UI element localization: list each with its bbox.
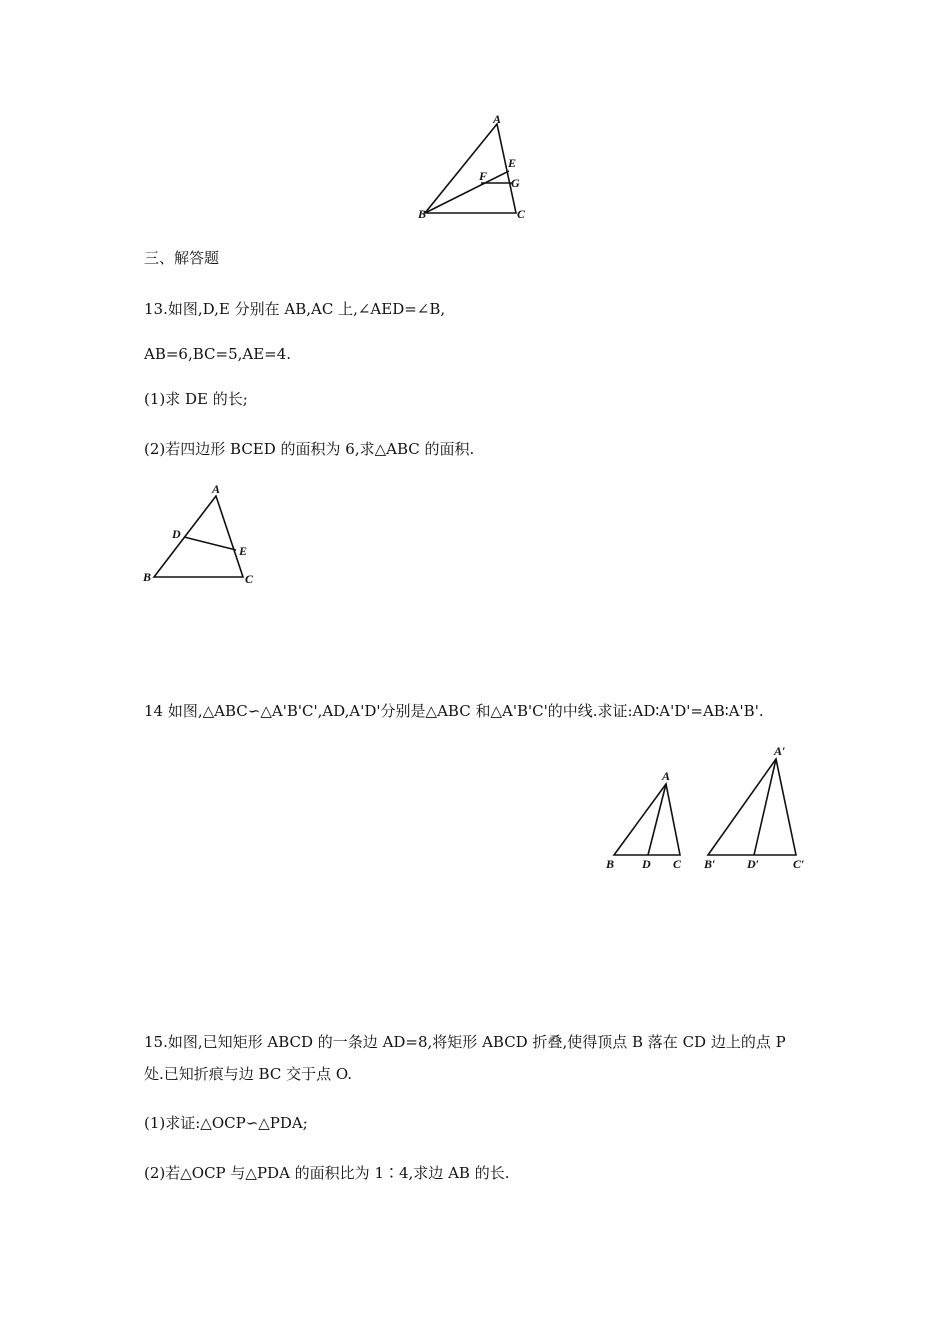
q13-label-a: A [212, 482, 221, 496]
label-g: G [511, 176, 520, 190]
figure-triangle-abc-efg [415, 110, 535, 225]
q13-line1: 13.如图,D,E 分别在 AB,AC 上,∠AED=∠B, [144, 300, 446, 318]
q14-label-d-prime: D′ [747, 857, 760, 871]
segment-de [184, 537, 236, 550]
q13-line2: AB=6,BC=5,AE=4. [144, 345, 292, 363]
label-e: E [508, 156, 517, 170]
q13-label-c: C [245, 572, 254, 586]
q15-part1: (1)求证:△OCP∽△PDA; [144, 1114, 308, 1132]
q14-label-b-prime: B′ [704, 857, 716, 871]
q14-line1: 14 如图,△ABC∽△A'B'C',AD,A'D'分别是△ABC 和△A'B'C'的中线.求证:AD∶A'D'=AB∶A'B'. [144, 702, 764, 720]
q14-label-c: C [673, 857, 682, 871]
q13-part2: (2)若四边形 BCED 的面积为 6,求△ABC 的面积. [144, 440, 475, 458]
triangle-abc [425, 124, 516, 213]
triangle-abc-small [614, 784, 680, 855]
q13-label-d: D [172, 527, 181, 541]
label-a: A [493, 112, 502, 126]
triangle-abc-q13 [154, 496, 243, 577]
q14-label-a: A [662, 769, 671, 783]
figure-q13 [138, 480, 268, 590]
label-c: C [517, 207, 526, 221]
section-heading: 三、解答题 [144, 249, 220, 267]
q13-part1: (1)求 DE 的长; [144, 390, 248, 408]
q15-part2: (2)若△OCP 与△PDA 的面积比为 1∶4,求边 AB 的长. [144, 1164, 510, 1182]
q13-label-b: B [143, 570, 152, 584]
triangle-abc-large [708, 759, 796, 855]
q14-label-b: B [606, 857, 615, 871]
q14-label-c-prime: C′ [793, 857, 805, 871]
label-b: B [418, 207, 427, 221]
median-ad [648, 784, 666, 855]
q13-label-e: E [239, 544, 248, 558]
q14-label-a-prime: A′ [774, 744, 786, 758]
figure-q14 [600, 740, 815, 875]
q14-label-d: D [642, 857, 651, 871]
q15-line1: 15.如图,已知矩形 ABCD 的一条边 AD=8,将矩形 ABCD 折叠,使得顶点 B 落在 CD 边上的点 P [144, 1033, 786, 1051]
segment-be [425, 171, 509, 213]
q15-line2: 处.已知折痕与边 BC 交于点 O. [144, 1065, 353, 1083]
label-f: F [479, 169, 488, 183]
